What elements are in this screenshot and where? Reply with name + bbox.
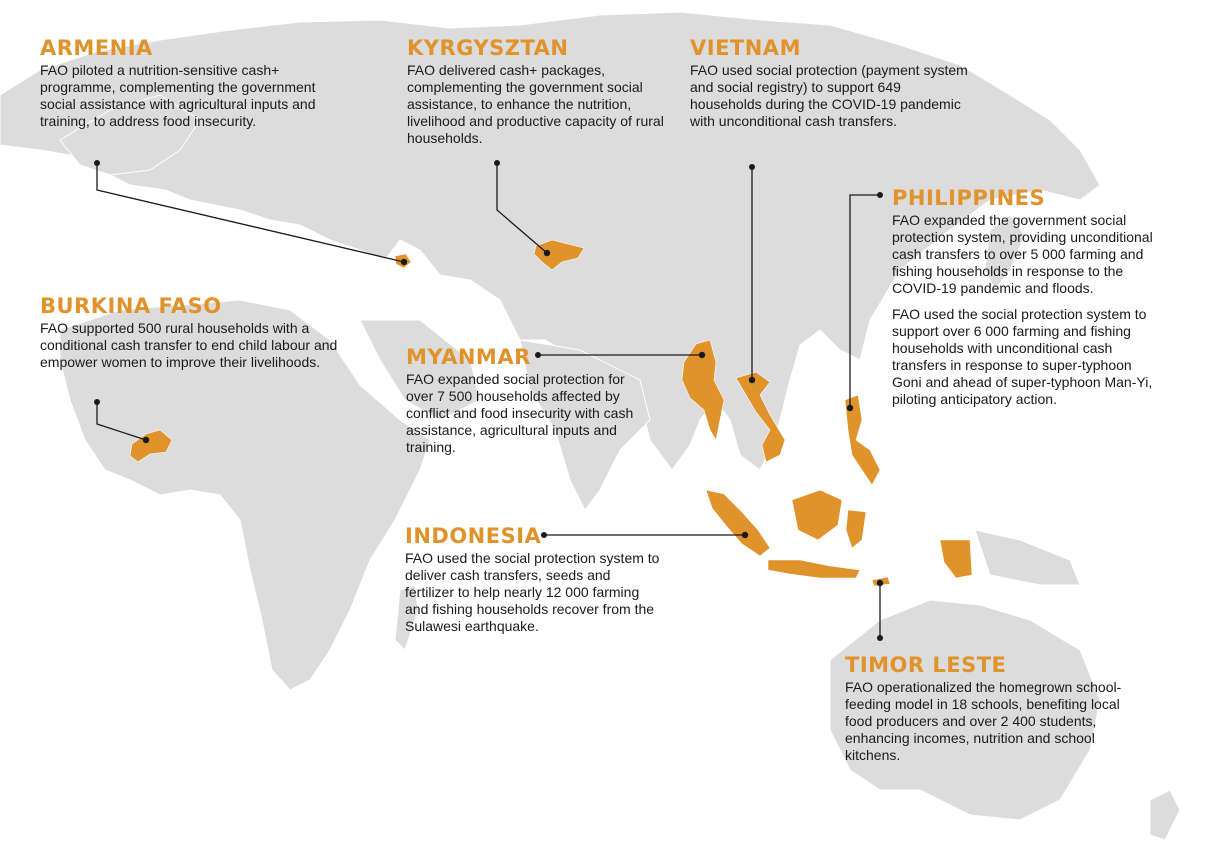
dot-timor-start — [877, 580, 883, 586]
callout-title: MYANMAR — [406, 345, 531, 369]
callout-vietnam — [690, 36, 968, 130]
callout-title: ARMENIA — [40, 36, 153, 60]
callout-text: FAO used social protection (payment system and social registry) to support 649 households during the COVID-19 pandemic with unconditional cash transfers. — [690, 62, 968, 129]
callout-title: TIMOR LESTE — [845, 653, 1007, 677]
callout-burkina-faso — [40, 294, 340, 371]
dot-armenia-end — [401, 259, 407, 265]
callout-text: FAO operationalized the homegrown school-feeding model in 18 schools, benefiting local food producers and over 2 400 students, enhancing incomes, nutrition and school kitchens. — [845, 679, 1122, 763]
callout-title: INDONESIA — [405, 524, 542, 548]
callout-title: PHILIPPINES — [892, 186, 1046, 210]
dot-armenia-start — [94, 160, 100, 166]
dot-vietnam-start — [749, 164, 755, 170]
dot-philippines-start — [877, 192, 883, 198]
landmass-new-guinea — [975, 530, 1080, 585]
dot-indonesia-end — [742, 532, 748, 538]
callout-indonesia — [405, 524, 661, 635]
dot-vietnam-end — [749, 377, 755, 383]
callout-text: FAO used the social protection system to support over 6 000 farming and fishing households with unconditional cash transfers in response to super-typhoon Goni and ahead of super-typhoon Man-Yi, piloting anticipatory action. — [892, 306, 1153, 407]
dot-kyrgyzstan-end — [544, 250, 550, 256]
callout-text: FAO piloted a nutrition-sensitive cash+ programme, complementing the government social assistance with agricultural inputs and training, to address food insecurity. — [40, 62, 316, 129]
dot-burkina-start — [94, 399, 100, 405]
callout-text: FAO delivered cash+ packages, complementing the government social assistance, to enhance the nutrition, livelihood and productive capacity of rural households. — [407, 62, 664, 146]
callout-philippines — [892, 186, 1164, 408]
callout-text: FAO used the social protection system to deliver cash transfers, seeds and fertilizer to help nearly 12 000 farming and fishing households recover from the Sulawesi earthquake. — [405, 550, 660, 634]
callout-text: FAO expanded social protection for over 7 500 households affected by conflict and food insecurity with cash assistance, agricultural inputs and training. — [406, 371, 634, 455]
callout-timor-leste — [845, 653, 1147, 764]
callout-kyrgyzstan — [407, 36, 679, 147]
dot-philippines-end — [847, 405, 853, 411]
landmass-new-zealand — [1150, 790, 1180, 840]
dot-burkina-end — [143, 437, 149, 443]
callout-title: BURKINA FASO — [40, 294, 222, 318]
dot-kyrgyzstan-start — [494, 160, 500, 166]
dot-timor-end — [877, 635, 883, 641]
callout-text: FAO expanded the government social protection system, providing unconditional cash transfers to over 5 000 farming and fishing households in response to the COVID-19 pandemic and floods. — [892, 212, 1153, 296]
callout-text: FAO supported 500 rural households with a conditional cash transfer to end child labour and empower women to improve their livelihoods. — [40, 320, 338, 370]
callout-myanmar — [406, 345, 652, 456]
callout-title: VIETNAM — [690, 36, 801, 60]
callout-title: KYRGYSZTAN — [407, 36, 569, 60]
dot-myanmar-end — [699, 352, 705, 358]
callout-armenia — [40, 36, 330, 130]
